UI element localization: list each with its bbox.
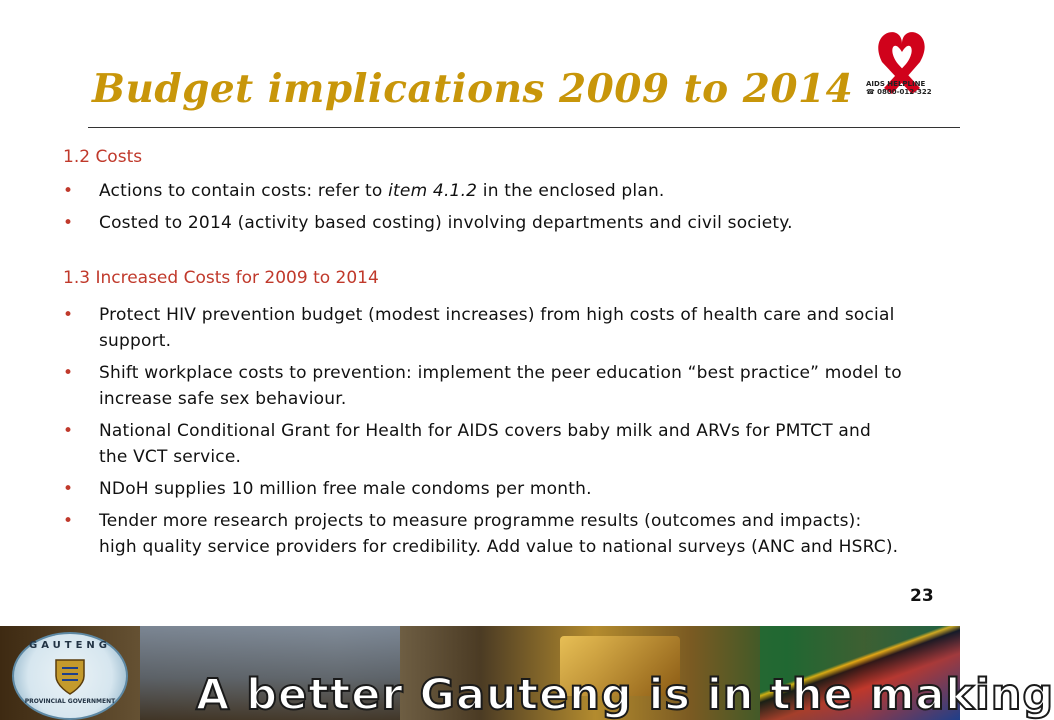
- bullet-item: • NDoH supplies 10 million free male condoms per month.: [63, 476, 903, 502]
- bullet-item: • Shift workplace costs to prevention: implement the peer education “best practice” model to increase safe sex behaviour.: [63, 360, 903, 412]
- bullet-item: • Actions to contain costs: refer to item 4.1.2 in the enclosed plan.: [63, 178, 913, 204]
- seal-top-text: GAUTENG: [29, 640, 111, 651]
- gauteng-government-seal: [12, 632, 128, 720]
- helpline-number: ☎ 0800-012-322: [866, 88, 932, 96]
- title-divider: [88, 127, 960, 128]
- helpline-name: AIDS HELPLINE: [866, 80, 926, 88]
- coat-of-arms-icon: [52, 656, 88, 696]
- bullet-item: • Costed to 2014 (activity based costing) involving departments and civil society.: [63, 210, 913, 236]
- aids-helpline-text: [866, 80, 932, 96]
- section-heading-costs: 1.2 Costs: [63, 147, 143, 167]
- bullet-item: • Protect HIV prevention budget (modest increases) from high costs of health care and social support.: [63, 302, 903, 354]
- bullet-glyph: •: [63, 181, 74, 201]
- page-number: 23: [910, 586, 934, 606]
- costs-bullet-list: [63, 178, 913, 242]
- slide-title: Budget implications 2009 to 2014: [92, 66, 854, 112]
- bullet-item: • National Conditional Grant for Health for AIDS covers baby milk and ARVs for PMTCT and the VCT service.: [63, 418, 903, 470]
- section-heading-increased-costs: 1.3 Increased Costs for 2009 to 2014: [63, 268, 379, 288]
- bullet-glyph: •: [63, 479, 74, 499]
- bullet-glyph: •: [63, 213, 74, 233]
- bullet-glyph: •: [63, 363, 74, 383]
- increased-costs-bullet-list: [63, 302, 903, 566]
- footer-banner: [0, 626, 1054, 720]
- seal-bottom-text: PROVINCIAL GOVERNMENT: [24, 698, 116, 705]
- bullet-glyph: •: [63, 511, 74, 531]
- bullet-item: • Tender more research projects to measure programme results (outcomes and impacts): high quality service providers for credibility. Add value to national surveys (ANC and HSRC).: [63, 508, 903, 560]
- bullet-glyph: •: [63, 305, 74, 325]
- bullet-glyph: •: [63, 421, 74, 441]
- footer-tagline: A better Gauteng is in the making: [196, 670, 1054, 720]
